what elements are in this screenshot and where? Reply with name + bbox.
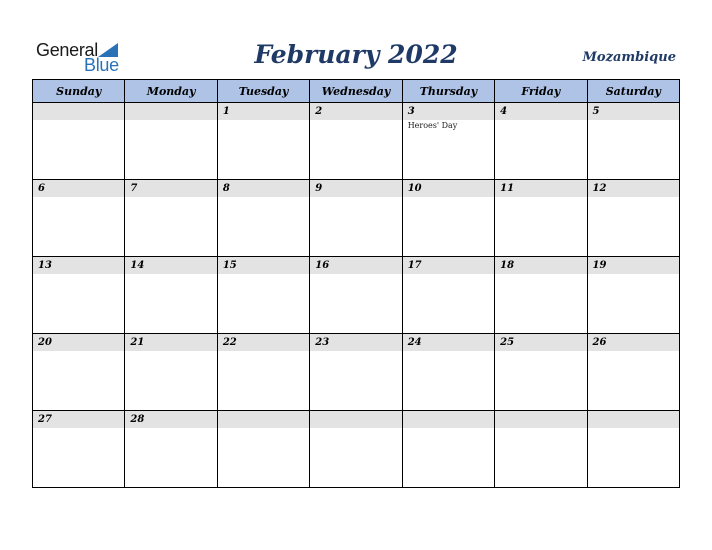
day-number: 10 — [403, 180, 494, 197]
day-number: 14 — [125, 257, 216, 274]
day-number — [218, 411, 309, 428]
day-cell — [587, 334, 679, 411]
day-cell — [33, 103, 125, 180]
weekday-monday: Monday — [125, 80, 217, 103]
day-number: 17 — [403, 257, 494, 274]
day-cell — [310, 180, 402, 257]
day-cell — [33, 334, 125, 411]
week-row — [33, 411, 680, 488]
day-number: 7 — [125, 180, 216, 197]
day-number: 6 — [33, 180, 124, 197]
day-cell — [587, 257, 679, 334]
day-cell — [310, 334, 402, 411]
day-cell — [217, 180, 309, 257]
day-cell — [310, 103, 402, 180]
day-cell — [495, 103, 587, 180]
day-number: 23 — [310, 334, 401, 351]
day-cell — [125, 103, 217, 180]
day-number: 2 — [310, 103, 401, 120]
day-number: 21 — [125, 334, 216, 351]
weekday-tuesday: Tuesday — [217, 80, 309, 103]
day-cell — [33, 180, 125, 257]
day-number: 8 — [218, 180, 309, 197]
day-cell — [495, 257, 587, 334]
day-cell — [495, 180, 587, 257]
day-number: 26 — [588, 334, 679, 351]
day-number: 20 — [33, 334, 124, 351]
day-number: 28 — [125, 411, 216, 428]
day-number: 13 — [33, 257, 124, 274]
logo-text-blue: Blue — [84, 55, 119, 75]
day-cell — [495, 411, 587, 488]
day-number — [125, 103, 216, 120]
day-cell — [217, 334, 309, 411]
day-cell — [33, 411, 125, 488]
day-number — [310, 411, 401, 428]
day-number: 12 — [588, 180, 679, 197]
day-cell — [587, 180, 679, 257]
weekday-sunday: Sunday — [33, 80, 125, 103]
day-number: 24 — [403, 334, 494, 351]
day-cell — [402, 257, 494, 334]
day-number: 27 — [33, 411, 124, 428]
day-cell — [33, 257, 125, 334]
day-number: 1 — [218, 103, 309, 120]
country-label: Mozambique — [582, 50, 676, 65]
weekday-friday: Friday — [495, 80, 587, 103]
day-cell — [310, 257, 402, 334]
weekday-thursday: Thursday — [402, 80, 494, 103]
day-cell — [495, 334, 587, 411]
day-cell — [217, 103, 309, 180]
day-number — [403, 411, 494, 428]
day-number: 16 — [310, 257, 401, 274]
week-row — [33, 103, 680, 180]
day-cell — [587, 411, 679, 488]
logo-text-general: General — [36, 40, 98, 60]
day-cell — [310, 411, 402, 488]
day-cell — [217, 257, 309, 334]
weekday-wednesday: Wednesday — [310, 80, 402, 103]
week-row — [33, 180, 680, 257]
day-cell — [125, 411, 217, 488]
day-number: 5 — [588, 103, 679, 120]
day-cell — [402, 334, 494, 411]
day-cell — [217, 411, 309, 488]
calendar-title: February 2022 — [254, 40, 458, 69]
day-number: 4 — [495, 103, 586, 120]
day-number: 11 — [495, 180, 586, 197]
day-number: 9 — [310, 180, 401, 197]
day-number: 25 — [495, 334, 586, 351]
calendar-grid — [32, 79, 680, 488]
day-number: 3 — [403, 103, 494, 120]
holiday-label: Heroes' Day — [407, 121, 458, 130]
weekday-header-row — [33, 80, 680, 103]
day-number: 15 — [218, 257, 309, 274]
day-cell — [402, 180, 494, 257]
weekday-saturday: Saturday — [587, 80, 679, 103]
day-cell — [125, 180, 217, 257]
day-cell — [402, 103, 494, 180]
day-number — [33, 103, 124, 120]
day-number: 18 — [495, 257, 586, 274]
week-row — [33, 257, 680, 334]
day-number: 22 — [218, 334, 309, 351]
day-number — [588, 411, 679, 428]
day-cell — [402, 411, 494, 488]
day-number — [495, 411, 586, 428]
day-cell — [587, 103, 679, 180]
week-row — [33, 334, 680, 411]
day-cell — [125, 257, 217, 334]
day-cell — [125, 334, 217, 411]
day-number: 19 — [588, 257, 679, 274]
